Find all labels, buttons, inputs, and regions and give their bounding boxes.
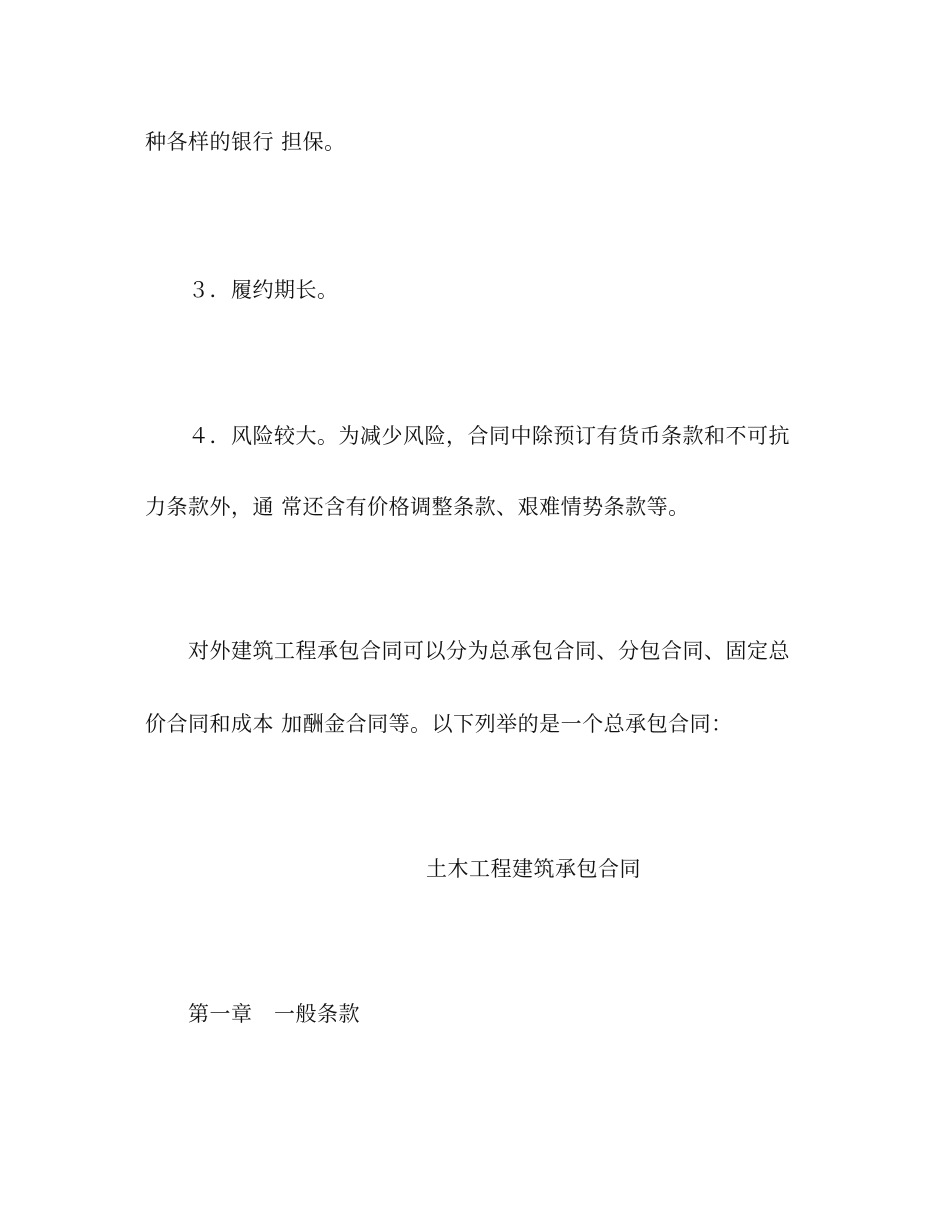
contract-title: 土木工程建筑承包合同 [426,857,641,881]
paragraph-guarantee-continuation: 种各样的银行 担保。 [145,130,346,154]
paragraph-contract-types-line-1: 对外建筑工程承包合同可以分为总承包合同、分包合同、固定总 [188,639,790,663]
paragraph-item-4-line-1: ４．风险较大。为减少风险，合同中除预订有货币条款和不可抗 [188,424,790,448]
paragraph-item-4-line-2: 力条款外，通 常还含有价格调整条款、艰难情势条款等。 [145,495,690,519]
paragraph-item-3: ３．履约期长。 [188,278,339,302]
paragraph-contract-types-line-2: 价合同和成本 加酬金合同等。以下列举的是一个总承包合同： [145,712,733,736]
chapter-heading: 第一章 一般条款 [188,1002,360,1026]
